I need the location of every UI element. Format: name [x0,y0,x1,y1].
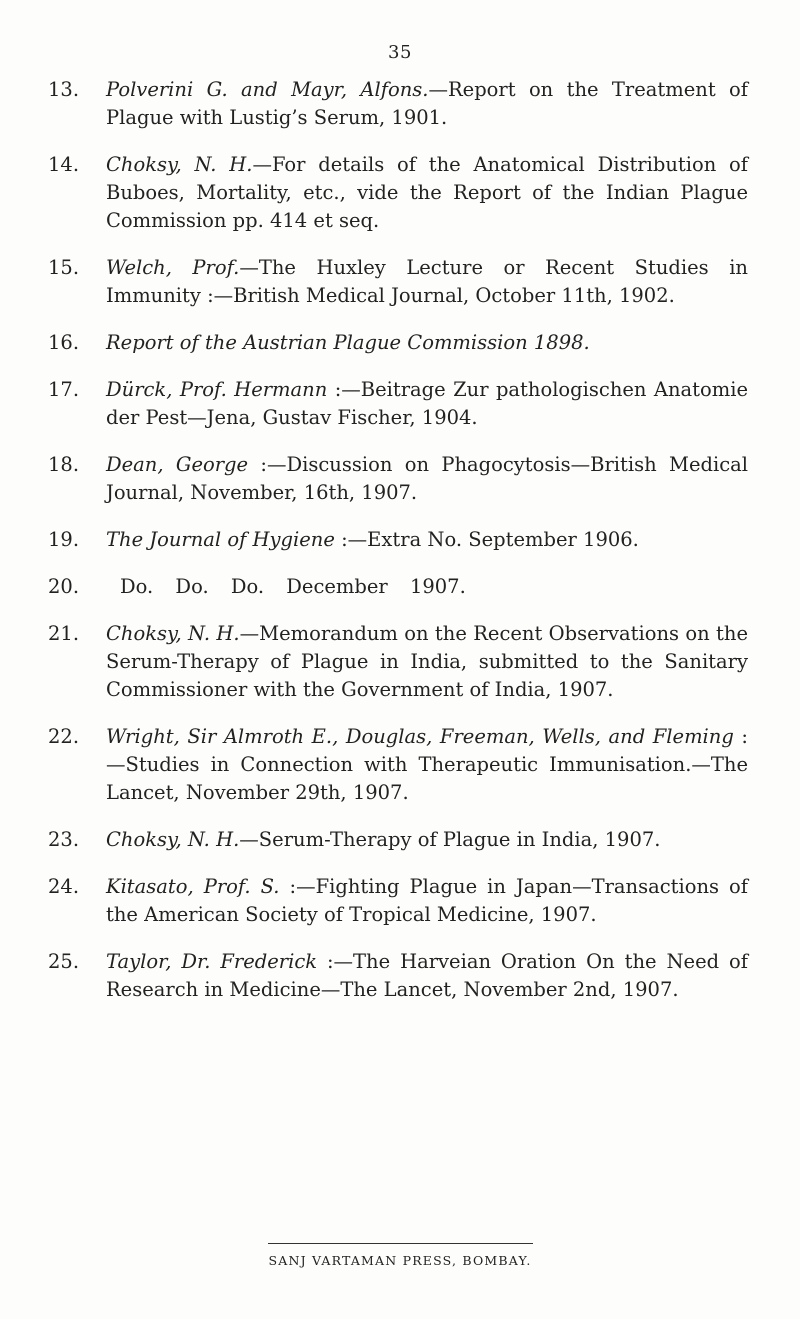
reference-item [48,826,748,854]
reference-author: The Journal of Hygiene [106,528,335,551]
reference-author: Dürck, Prof. Hermann [106,378,328,401]
reference-item [48,573,748,601]
reference-text: —For details of the Anatomical Distribution of Buboes, Mortality, etc., vide the Report of the Indian Plague Commission pp. 414 et seq. [106,153,748,232]
reference-text: :—The Harveian Oration On the Need of Research in Medicine—The Lancet, November 2nd, 1907. [106,950,748,1001]
reference-text: —The Huxley Lecture or Recent Studies in Immunity :—British Medical Journal, October 11th, 1902. [106,256,748,307]
reference-number: 16. [48,331,80,354]
page-number: 35 [388,42,412,63]
reference-text: Do. Do. Do. December 1907. [120,575,466,598]
reference-text: —Serum-Therapy of Plague in India, 1907. [239,828,661,851]
reference-number: 25. [48,950,80,973]
reference-text: :—Discussion on Phagocytosis—British Medical Journal, November, 16th, 1907. [106,453,748,504]
reference-author: Dean, George [106,453,249,476]
reference-author: Choksy, N. H. [106,622,240,645]
reference-author: Choksy, N. H. [106,828,240,851]
reference-text: :—Extra No. September 1906. [334,528,639,551]
reference-text: :—Fighting Plague in Japan—Transactions of the American Society of Tropical Medicine, 1907. [106,875,748,926]
reference-item [48,451,748,507]
reference-author: Wright, Sir Almroth E., Douglas, Freeman, Wells, and Fleming [106,725,734,748]
reference-item [48,873,748,929]
reference-number: 18. [48,453,80,476]
reference-item [48,329,748,357]
reference-item [48,254,748,310]
reference-author: Polverini G. and Mayr, Alfons. [106,78,429,101]
reference-item [48,151,748,235]
reference-list [48,76,748,1023]
reference-text: —Memorandum on the Recent Observations on the Serum-Therapy of Plague in India, submitted to the Sanitary Commissioner with the Government of India, 1907. [106,622,748,701]
reference-number: 19. [48,528,80,551]
reference-text: :—Studies in Connection with Therapeutic Immunisation.—The Lancet, November 29th, 1907. [106,725,748,804]
footer-rule [268,1243,533,1244]
reference-number: 13. [48,78,80,101]
reference-text: —Report on the Treatment of Plague with Lustig’s Serum, 1901. [106,78,748,129]
reference-item [48,620,748,704]
reference-number: 17. [48,378,80,401]
reference-number: 20. [48,575,80,598]
reference-author: Welch, Prof. [106,256,240,279]
reference-author: Kitasato, Prof. S. [106,875,280,898]
reference-item [48,948,748,1004]
reference-number: 23. [48,828,80,851]
reference-item [48,526,748,554]
reference-author: Report of the Austrian Plague Commission 1898. [106,331,590,354]
reference-text: :—Beitrage Zur pathologischen Anatomie der Pest—Jena, Gustav Fischer, 1904. [106,378,749,429]
reference-number: 15. [48,256,80,279]
reference-item [48,723,748,807]
reference-author: Choksy, N. H. [106,153,253,176]
printer-imprint: SANJ VARTAMAN PRESS, BOMBAY. [268,1253,532,1268]
reference-author: Taylor, Dr. Frederick [106,950,318,973]
reference-number: 21. [48,622,80,645]
reference-number: 14. [48,153,80,176]
reference-number: 22. [48,725,80,748]
reference-item [48,76,748,132]
reference-item [48,376,748,432]
reference-number: 24. [48,875,80,898]
